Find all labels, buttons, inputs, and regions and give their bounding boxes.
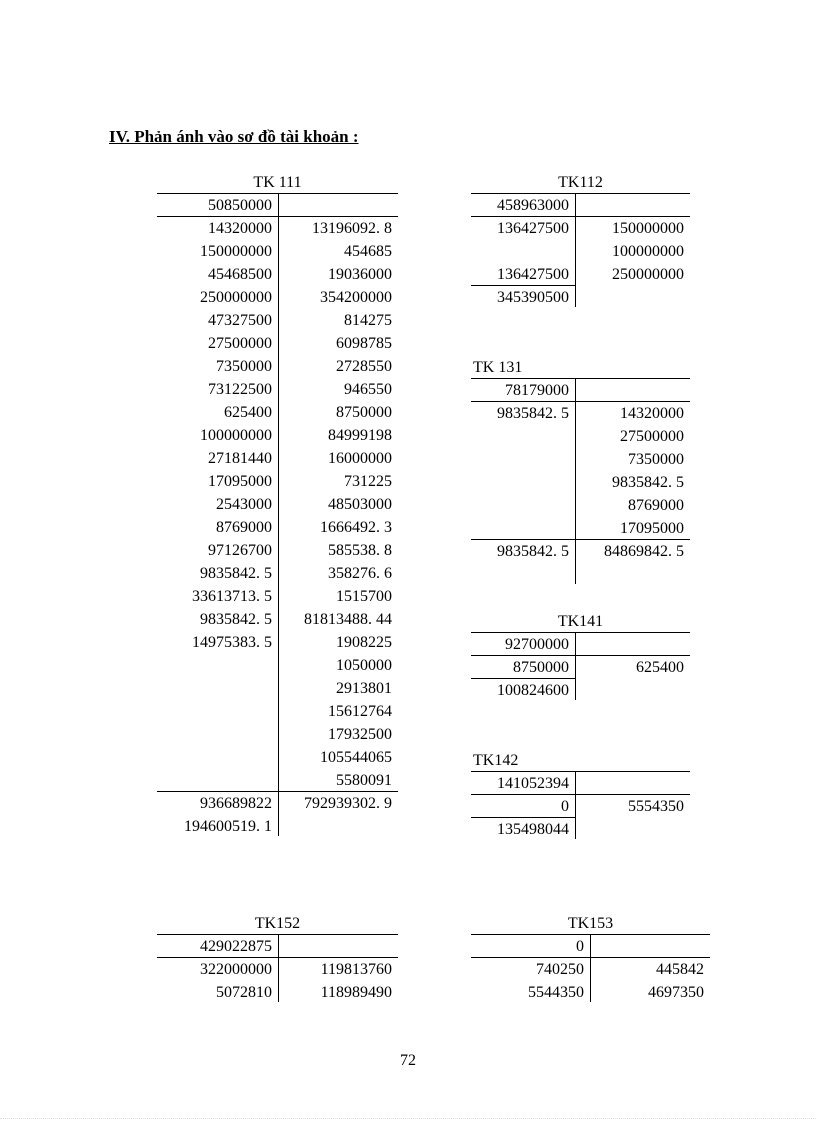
credit-amount	[575, 286, 684, 309]
credit-amount: 445842	[656, 961, 704, 978]
ledger-row	[471, 425, 690, 448]
credit-amount: 7350000	[628, 451, 684, 468]
ledger-row	[471, 402, 690, 425]
ledger-rule	[157, 791, 398, 792]
debit-amount: 33613713. 5	[192, 588, 272, 605]
ledger-row	[471, 818, 690, 841]
credit-amount: 84999198	[328, 427, 392, 444]
ledger-row	[157, 677, 398, 700]
ledger-rule	[157, 216, 398, 217]
debit-amount: 45468500	[208, 266, 272, 283]
page-number: 72	[400, 1052, 416, 1069]
credit-amount	[278, 935, 392, 958]
debit-amount: 250000000	[200, 289, 272, 306]
credit-amount	[278, 194, 392, 217]
credit-amount: 4697350	[648, 984, 704, 1001]
ledger-row	[157, 424, 398, 447]
ledger-rule	[471, 817, 575, 818]
ledger-rule	[471, 285, 575, 286]
debit-amount: 27500000	[208, 335, 272, 352]
credit-amount: 16000000	[328, 450, 392, 467]
ledger-row	[471, 217, 690, 240]
ledger-row	[157, 746, 398, 769]
credit-amount: 9835842. 5	[612, 474, 684, 491]
ledger-row	[471, 448, 690, 471]
ledger-row	[157, 493, 398, 516]
debit-amount	[471, 240, 569, 263]
ledger-row	[471, 194, 690, 217]
credit-amount: 48503000	[328, 496, 392, 513]
debit-amount: 429022875	[200, 938, 272, 955]
credit-amount	[278, 815, 392, 838]
credit-amount: 814275	[344, 312, 392, 329]
credit-amount: 1666492. 3	[320, 519, 392, 536]
ledger-row	[157, 332, 398, 355]
credit-amount: 84869842. 5	[604, 543, 684, 560]
credit-amount: 27500000	[620, 428, 684, 445]
ledger-row	[471, 656, 690, 679]
debit-amount: 100824600	[497, 682, 569, 699]
account-tk131	[471, 358, 690, 586]
credit-amount: 17932500	[328, 726, 392, 743]
credit-amount: 81813488. 44	[304, 611, 392, 628]
credit-amount	[575, 194, 684, 217]
account-tk152	[157, 914, 398, 1004]
ledger-row	[471, 379, 690, 402]
ledger-row	[471, 633, 690, 656]
credit-amount: 1908225	[336, 634, 392, 651]
debit-amount	[471, 517, 569, 540]
ledger-row	[471, 563, 690, 586]
ledger-row	[157, 309, 398, 332]
ledger-row	[471, 263, 690, 286]
ledger-rule	[471, 957, 710, 958]
debit-amount: 14320000	[208, 220, 272, 237]
account-title: TK112	[558, 174, 603, 191]
ledger-rule	[471, 401, 690, 402]
debit-amount	[471, 448, 569, 471]
debit-amount: 141052394	[497, 775, 569, 792]
ledger-row	[471, 958, 710, 981]
debit-amount	[157, 746, 272, 769]
ledger-row	[157, 631, 398, 654]
debit-amount: 9835842. 5	[497, 543, 569, 560]
debit-amount: 97126700	[208, 542, 272, 559]
ledger-row	[157, 286, 398, 309]
ledger-row	[157, 217, 398, 240]
debit-amount	[157, 769, 272, 792]
debit-amount: 7350000	[216, 358, 272, 375]
credit-amount: 5554350	[628, 798, 684, 815]
debit-amount: 136427500	[497, 266, 569, 283]
account-title: TK 111	[253, 174, 302, 191]
ledger-row	[471, 286, 690, 309]
account-title: TK153	[567, 915, 614, 932]
debit-amount: 2543000	[216, 496, 272, 513]
ledger-row	[157, 700, 398, 723]
ledger-row	[471, 471, 690, 494]
credit-amount	[575, 379, 684, 402]
credit-amount: 454685	[344, 243, 392, 260]
ledger-row	[157, 935, 398, 958]
credit-amount	[575, 772, 684, 795]
credit-amount: 118989490	[320, 984, 392, 1001]
ledger-row	[157, 562, 398, 585]
ledger-rule	[157, 957, 398, 958]
credit-amount	[575, 679, 684, 702]
ledger-row	[157, 608, 398, 631]
ledger-rule	[471, 794, 690, 795]
debit-amount: 17095000	[208, 473, 272, 490]
debit-amount: 345390500	[497, 289, 569, 306]
credit-amount	[575, 633, 684, 656]
debit-amount: 136427500	[497, 220, 569, 237]
ledger-row	[471, 795, 690, 818]
credit-amount: 6098785	[336, 335, 392, 352]
debit-amount: 9835842. 5	[497, 405, 569, 422]
ledger-row	[157, 585, 398, 608]
credit-amount: 1515700	[336, 588, 392, 605]
account-tk153	[471, 914, 710, 1004]
account-title: TK152	[254, 915, 301, 932]
debit-amount: 0	[561, 798, 569, 815]
ledger-row	[157, 240, 398, 263]
credit-amount	[575, 563, 684, 586]
credit-amount: 150000000	[612, 220, 684, 237]
debit-amount: 9835842. 5	[200, 611, 272, 628]
debit-amount: 625400	[224, 404, 272, 421]
debit-amount: 5544350	[528, 984, 584, 1001]
credit-amount: 2913801	[336, 680, 392, 697]
ledger-row	[471, 540, 690, 563]
account-tk112	[471, 173, 690, 309]
credit-amount: 585538. 8	[328, 542, 392, 559]
account-tk111	[157, 173, 398, 838]
ledger-row	[157, 654, 398, 677]
ledger-row	[157, 539, 398, 562]
ledger-row	[157, 815, 398, 838]
ledger-row	[157, 792, 398, 815]
ledger-row	[471, 494, 690, 517]
account-title: TK 131	[473, 359, 523, 376]
debit-amount: 135498044	[497, 821, 569, 838]
debit-amount: 936689822	[200, 795, 272, 812]
credit-amount: 15612764	[328, 703, 392, 720]
credit-amount: 946550	[344, 381, 392, 398]
credit-amount: 8750000	[336, 404, 392, 421]
credit-amount: 105544065	[320, 749, 392, 766]
credit-amount: 14320000	[620, 405, 684, 422]
debit-amount	[471, 425, 569, 448]
ledger-row	[471, 240, 690, 263]
debit-amount: 73122500	[208, 381, 272, 398]
debit-amount: 322000000	[200, 961, 272, 978]
ledger-row	[471, 935, 710, 958]
debit-amount: 8769000	[216, 519, 272, 536]
debit-amount: 27181440	[208, 450, 272, 467]
page-bottom-border	[0, 1118, 816, 1119]
ledger-row	[157, 769, 398, 792]
account-tk142	[471, 751, 690, 841]
ledger-row	[157, 401, 398, 424]
debit-amount	[157, 654, 272, 677]
debit-amount: 100000000	[200, 427, 272, 444]
ledger-row	[471, 679, 690, 702]
credit-amount: 8769000	[628, 497, 684, 514]
ledger-row	[157, 516, 398, 539]
credit-amount: 1050000	[336, 657, 392, 674]
credit-amount: 625400	[636, 659, 684, 676]
ledger-rule	[471, 539, 690, 540]
debit-amount	[471, 471, 569, 494]
debit-amount: 5072810	[216, 984, 272, 1001]
credit-amount: 17095000	[620, 520, 684, 537]
debit-amount	[157, 700, 272, 723]
debit-amount: 9835842. 5	[200, 565, 272, 582]
credit-amount: 2728550	[336, 358, 392, 375]
ledger-row	[471, 981, 710, 1004]
debit-amount: 50850000	[208, 197, 272, 214]
credit-amount: 100000000	[612, 243, 684, 260]
credit-amount: 358276. 6	[328, 565, 392, 582]
ledger-row	[157, 263, 398, 286]
debit-amount	[157, 723, 272, 746]
credit-amount: 19036000	[328, 266, 392, 283]
account-title: TK141	[557, 613, 604, 630]
ledger-rule	[471, 216, 690, 217]
debit-amount	[471, 494, 569, 517]
ledger-rule	[471, 678, 575, 679]
ledger-row	[471, 517, 690, 540]
ledger-row	[157, 723, 398, 746]
ledger-row	[157, 194, 398, 217]
credit-amount: 250000000	[612, 266, 684, 283]
account-title: TK142	[473, 752, 519, 769]
credit-amount	[575, 818, 684, 841]
ledger-row	[157, 981, 398, 1004]
ledger-rule	[471, 655, 690, 656]
ledger-row	[157, 378, 398, 401]
debit-amount: 92700000	[505, 636, 569, 653]
credit-amount: 354200000	[320, 289, 392, 306]
credit-amount: 5580091	[336, 772, 392, 789]
debit-amount: 78179000	[505, 382, 569, 399]
ledger-row	[471, 772, 690, 795]
credit-amount: 731225	[344, 473, 392, 490]
debit-amount	[471, 563, 569, 586]
credit-amount: 13196092. 8	[312, 220, 392, 237]
debit-amount: 458963000	[497, 197, 569, 214]
ledger-row	[157, 470, 398, 493]
ledger-row	[157, 958, 398, 981]
ledger-row	[157, 355, 398, 378]
debit-amount: 740250	[536, 961, 584, 978]
debit-amount: 14975383. 5	[192, 634, 272, 651]
section-heading: IV. Phản ánh vào sơ đồ tài khoản :	[109, 127, 359, 146]
debit-amount: 47327500	[208, 312, 272, 329]
ledger-row	[157, 447, 398, 470]
credit-amount	[590, 935, 704, 958]
debit-amount: 8750000	[513, 659, 569, 676]
debit-amount	[157, 677, 272, 700]
debit-amount: 150000000	[200, 243, 272, 260]
debit-amount: 0	[576, 938, 584, 955]
account-tk141	[471, 612, 690, 702]
credit-amount: 119813760	[320, 961, 392, 978]
debit-amount: 194600519. 1	[184, 818, 272, 835]
credit-amount: 792939302. 9	[304, 795, 392, 812]
